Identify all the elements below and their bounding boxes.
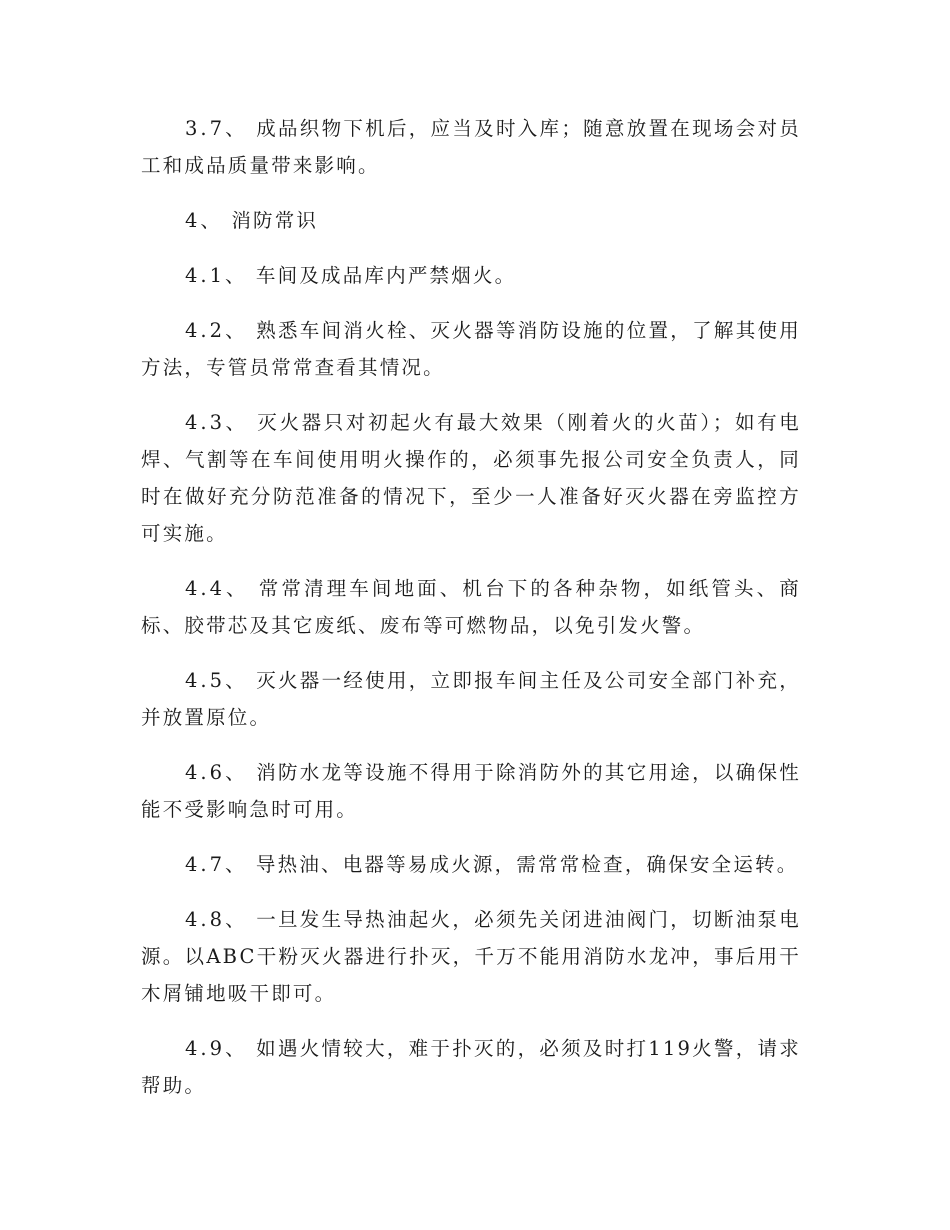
paragraph-number: 4.8、 [185, 908, 248, 931]
paragraph-number: 4.1、 [185, 264, 248, 287]
paragraph-number: 4.3、 [185, 411, 249, 434]
paragraph-3-7 [141, 110, 801, 184]
paragraph-text: 常常清理车间地面、机台下的各种杂物，如纸管头、商标、胶带芯及其它废纸、废布等可燃物品，以免引发火警。 [141, 577, 802, 637]
paragraph-text: 一旦发生导热油起火，必须先关闭进油阀门，切断油泵电源。以ABC干粉灭火器进行扑灭，千万不能用消防水龙冲，事后用干木屑铺地吸干即可。 [141, 908, 801, 1005]
paragraph-text: 如遇火情较大，难于扑灭的，必须及时打119火警，请求帮助。 [141, 1037, 801, 1097]
paragraph-4-6 [141, 754, 801, 828]
paragraph-text: 灭火器只对初起火有最大效果（刚着火的火苗）；如有电焊、气割等在车间使用明火操作的，必须事先报公司安全负责人，同时在做好充分防范准备的情况下，至少一人准备好灭火器在旁监控方可实施。 [141, 411, 801, 545]
paragraph-text: 车间及成品库内严禁烟火。 [255, 264, 517, 287]
document-body [141, 110, 801, 1122]
paragraph-number: 4.5、 [185, 669, 248, 692]
paragraph-text: 成品织物下机后，应当及时入库；随意放置在现场会对员工和成品质量带来影响。 [141, 117, 801, 177]
section-heading-4 [141, 202, 801, 239]
paragraph-text: 消防水龙等设施不得用于除消防外的其它用途，以确保性能不受影响急时可用。 [141, 761, 801, 821]
paragraph-4-7 [141, 846, 801, 883]
paragraph-4-9 [141, 1030, 801, 1104]
paragraph-number: 3.7、 [185, 117, 248, 140]
section-number: 4、 [185, 209, 223, 232]
paragraph-4-4 [141, 570, 801, 644]
paragraph-number: 4.6、 [185, 761, 248, 784]
paragraph-number: 4.9、 [185, 1037, 248, 1060]
paragraph-number: 4.7、 [185, 853, 248, 876]
paragraph-4-8 [141, 901, 801, 1012]
paragraph-4-2 [141, 312, 801, 386]
paragraph-4-3 [141, 404, 801, 552]
paragraph-number: 4.4、 [185, 577, 250, 600]
paragraph-text: 灭火器一经使用，立即报车间主任及公司安全部门补充，并放置原位。 [141, 669, 801, 729]
section-title: 消防常识 [231, 209, 319, 232]
paragraph-number: 4.2、 [185, 319, 248, 342]
paragraph-4-1 [141, 257, 801, 294]
paragraph-text: 导热油、电器等易成火源，需常常检查，确保安全运转。 [255, 853, 799, 876]
paragraph-text: 熟悉车间消火栓、灭火器等消防设施的位置，了解其使用方法，专管员常常查看其情况。 [141, 319, 801, 379]
paragraph-4-5 [141, 662, 801, 736]
